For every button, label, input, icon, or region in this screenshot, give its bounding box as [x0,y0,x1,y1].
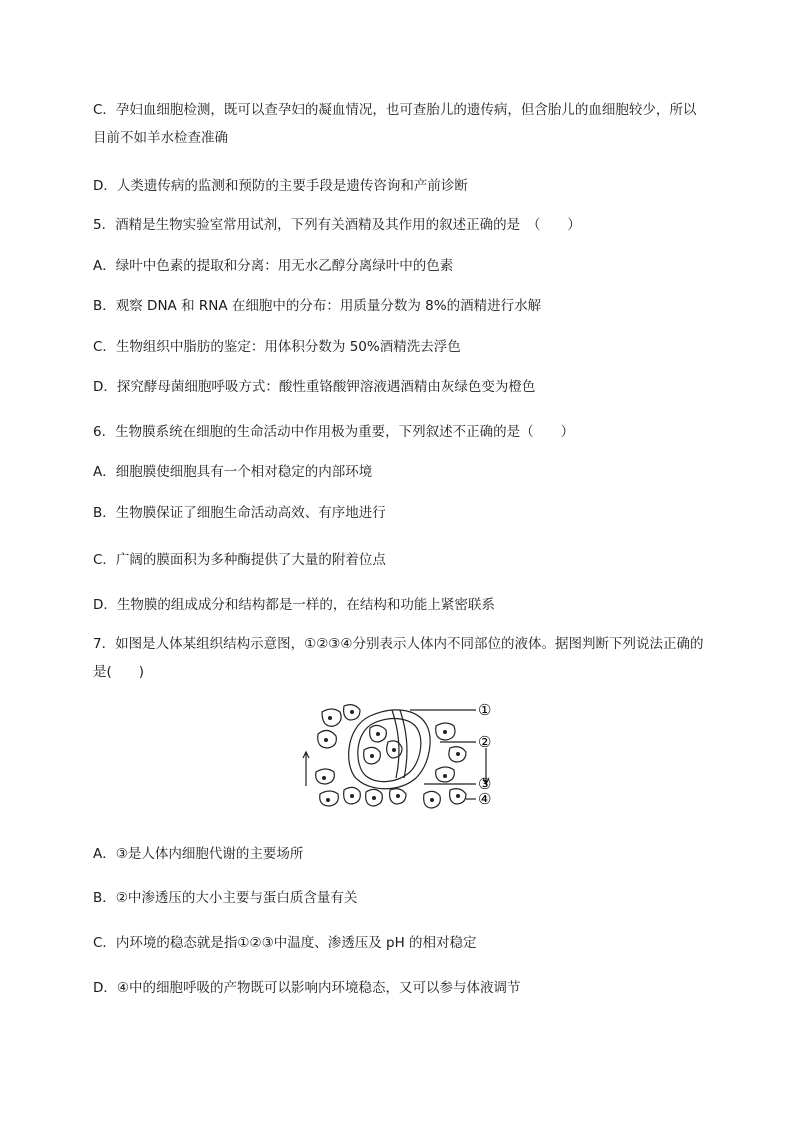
q6-option-b: B．生物膜保证了细胞生命活动高效、有序地进行 [93,505,386,521]
q5-option-c: C．生物组织中脂肪的鉴定：用体积分数为 50%酒精洗去浮色 [93,339,461,355]
q4-option-c: C．孕妇血细胞检测，既可以查孕妇的凝血情况，也可查胎儿的遗传病，但含胎儿的血细胞较少，所以目前不如羊水检查准确 [93,102,697,146]
q5-option-a: A．绿叶中色素的提取和分离：用无水乙醇分离绿叶中的色素 [93,258,454,274]
label-3: ③ [478,775,492,793]
q6-option-c: C．广阔的膜面积为多种酶提供了大量的附着位点 [93,552,386,568]
q7-option-a: A．③是人体内细胞代谢的主要场所 [93,846,304,862]
q5-option-d: D．探究酵母菌细胞呼吸方式：酸性重铬酸钾溶液遇酒精由灰绿色变为橙色 [93,379,536,395]
q4-option-d: D．人类遗传病的监测和预防的主要手段是遗传咨询和产前诊断 [93,178,468,194]
tissue-structure-diagram [300,698,500,818]
tissue-cells [316,705,466,808]
q7-stem: 7．如图是人体某组织结构示意图，①②③④分别表示人体内不同部位的液体。据图判断下列说法正确的是( ) [93,636,704,680]
q7-option-d: D．④中的细胞呼吸的产物既可以影响内环境稳态，又可以参与体液调节 [93,980,521,996]
q7-option-b: B．②中渗透压的大小主要与蛋白质含量有关 [93,890,358,906]
q7-option-c: C．内环境的稳态就是指①②③中温度、渗透压及 pH 的相对稳定 [93,935,477,951]
label-4: ④ [478,790,492,808]
blood-vessel-inner [358,719,421,782]
label-2: ② [478,733,492,751]
label-1: ① [478,701,492,719]
q5-stem: 5．酒精是生物实验室常用试剂，下列有关酒精及其作用的叙述正确的是 （ ） [93,217,581,233]
q6-option-a: A．细胞膜使细胞具有一个相对稳定的内部环境 [93,464,373,480]
q6-option-d: D．生物膜的组成成分和结构都是一样的，在结构和功能上紧密联系 [93,597,495,613]
lymph-vessel [392,710,399,778]
blood-vessel [349,710,430,789]
q6-stem: 6．生物膜系统在细胞的生命活动中作用极为重要，下列叙述不正确的是（ ） [93,424,575,440]
q5-option-b: B．观察 DNA 和 RNA 在细胞中的分布：用质量分数为 8%的酒精进行水解 [93,298,542,314]
